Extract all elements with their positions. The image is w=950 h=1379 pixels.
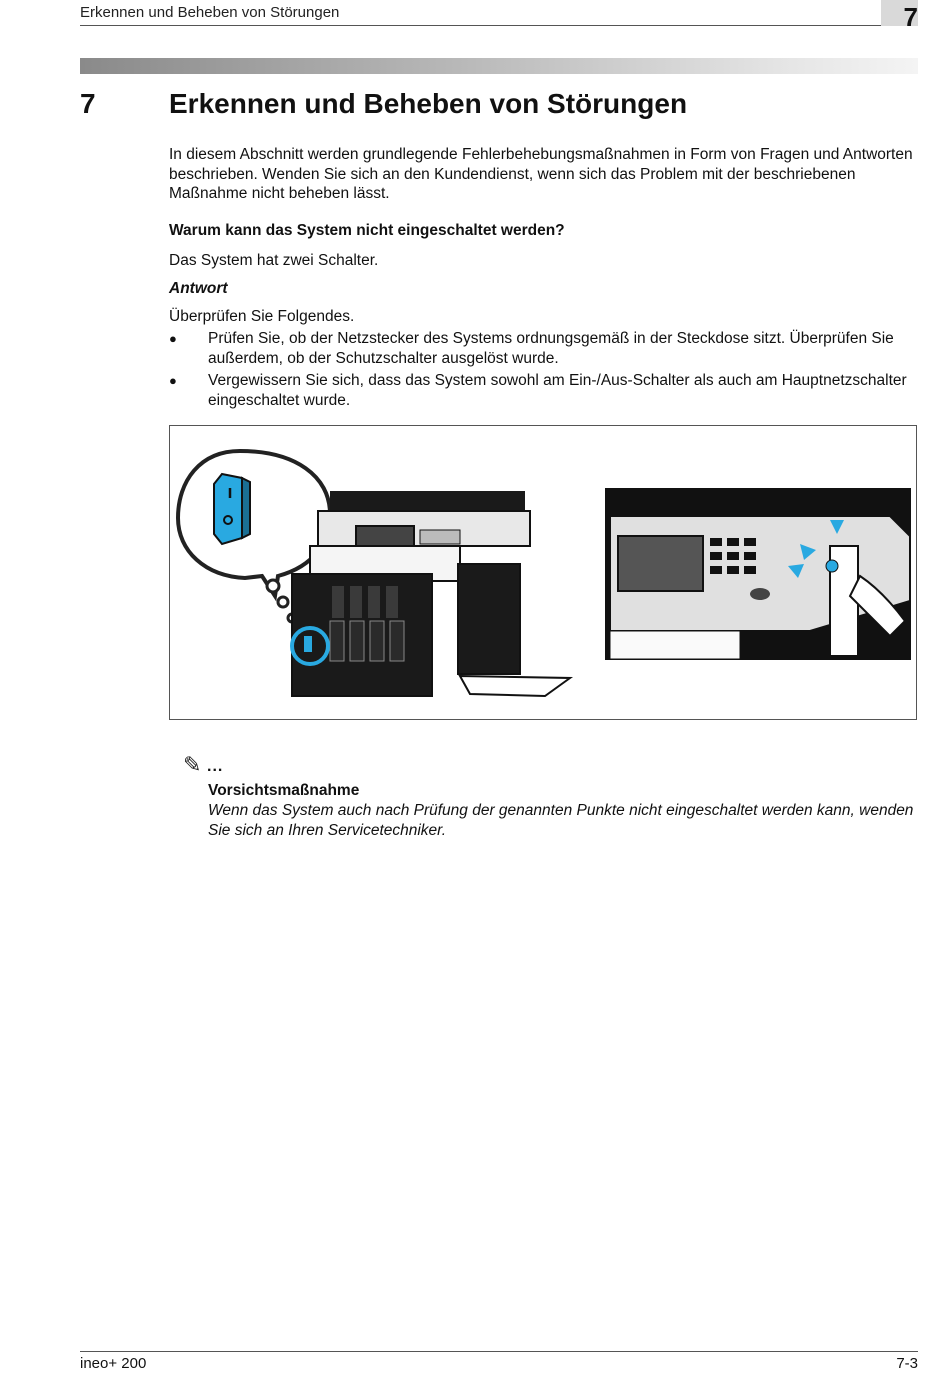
footer-product-name: ineo+ 200	[80, 1355, 147, 1372]
question-heading: Warum kann das System nicht eingeschaltet werden?	[169, 222, 565, 239]
bullet-item: Prüfen Sie, ob der Netzstecker des Systems ordnungsgemäß in der Steckdose sitzt. Überprüfen Sie außerdem, ob der Schutzschalter ausgelöst wurde.	[208, 330, 894, 367]
rocker-switch-icon	[214, 474, 250, 544]
intro-paragraph: In diesem Abschnitt werden grundlegende Fehlerbehebungsmaßnahmen in Form von Fragen und Antworten beschrieben. Wenden Sie sich an den Kundendienst, wenn sich das Problem mit der beschriebenen Maßnahme nicht beheben lässt.	[169, 146, 913, 202]
note-text: Wenn das System auch nach Prüfung der genannten Punkte nicht eingeschaltet werden kann, wenden Sie sich an Ihren Servicetechniker.	[208, 802, 914, 839]
bullet-item: Vergewissern Sie sich, dass das System sowohl am Ein-/Aus-Schalter als auch am Hauptnetzschalter eingeschaltet wurde.	[208, 372, 907, 409]
header-rule	[80, 25, 881, 26]
chapter-gradient-bar	[80, 58, 918, 74]
bullet-icon: ●	[169, 331, 177, 346]
footer-rule	[80, 1351, 918, 1352]
bubble-dot	[278, 597, 288, 607]
power-switch-figure	[169, 425, 917, 720]
answer-label: Antwort	[169, 280, 228, 297]
printer-illustration	[292, 491, 570, 696]
running-header-title: Erkennen und Beheben von Störungen	[80, 4, 340, 21]
control-panel-closeup	[605, 488, 911, 660]
note-title: Vorsichtsmaßnahme	[208, 782, 360, 799]
question-description: Das System hat zwei Schalter.	[169, 252, 379, 269]
footer-page-number: 7-3	[896, 1355, 918, 1372]
chapter-title: Erkennen und Beheben von Störungen	[169, 88, 688, 119]
note-dots: ...	[207, 758, 224, 775]
chapter-number: 7	[80, 88, 96, 119]
bullet-icon: ●	[169, 373, 177, 388]
bubble-dot	[267, 580, 279, 592]
figure-illustration	[170, 426, 916, 719]
answer-intro: Überprüfen Sie Folgendes.	[169, 308, 355, 325]
chapter-tab-number: 7	[903, 2, 918, 32]
pencil-icon: ✎	[183, 752, 202, 777]
